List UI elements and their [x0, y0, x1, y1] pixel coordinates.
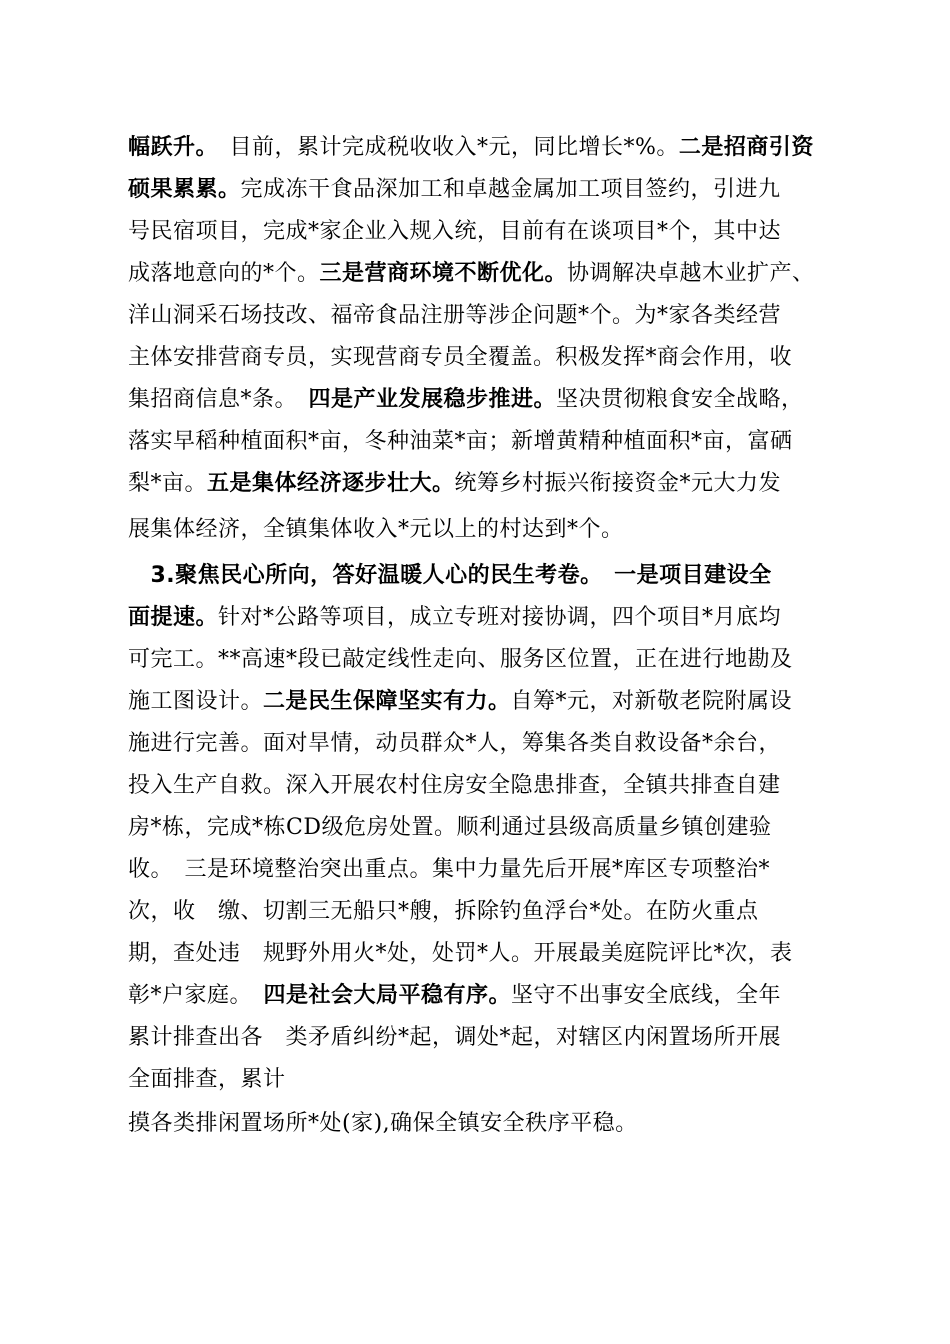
bold-heading-run: 三是营商环境不断优化。 — [319, 261, 568, 286]
bold-heading-run: 幅跃升。 — [128, 135, 208, 160]
text-run: 集招商信息*条。 — [128, 387, 309, 412]
text-run: 坚决贯彻粮食安全战略， — [556, 387, 804, 412]
text-line — [128, 899, 759, 925]
text-line — [128, 605, 781, 631]
text-run: 展集体经济，全镇集体收入*元以上的村达到*个。 — [128, 517, 624, 542]
text-run: 施进行完善。面对旱情，动员群众*人，筹集各类自救设备*余台， — [128, 731, 782, 756]
text-line — [128, 135, 814, 161]
bold-heading-run: 四是产业发展稳步推进。 — [308, 387, 557, 412]
text-line — [128, 983, 781, 1009]
text-line — [128, 1025, 781, 1051]
text-line — [128, 429, 793, 455]
text-run: 彰*户家庭。 — [128, 983, 264, 1008]
bold-heading-run: 二是民生保障坚实有力。 — [263, 689, 511, 714]
text-run: 梨*亩。 — [128, 471, 208, 496]
text-line — [128, 647, 793, 673]
text-line — [128, 941, 793, 967]
text-line — [128, 303, 781, 329]
text-line — [128, 219, 781, 245]
text-run: 主体安排营商专员，实现营商专员全覆盖。积极发挥*商会作用，收 — [128, 345, 793, 370]
text-line — [128, 815, 771, 841]
text-line — [128, 857, 770, 883]
text-run: 自筹*元，对新敬老院附属设 — [510, 689, 793, 714]
text-line — [128, 387, 804, 413]
text-line — [128, 773, 781, 799]
text-run: 号民宿项目，完成*家企业入规入统，目前有在谈项目*个，其中达 — [128, 219, 782, 244]
text-run: 统筹乡村振兴衔接资金*元大力发 — [454, 471, 782, 496]
text-line — [128, 471, 781, 497]
bold-heading-run: 3.聚焦民心所向，答好温暖人心的民生考卷。 一是项目建设全 — [128, 563, 772, 588]
text-run: 收。 三是环境整治突出重点。集中力量先后开展*库区专项整治* — [128, 857, 771, 882]
text-run: 坚守不出事安全底线，全年 — [511, 983, 782, 1008]
text-line — [128, 1111, 638, 1137]
text-line — [128, 177, 781, 203]
text-run: 房*栋，完成*栋CD级危房处置。顺利通过县级高质量乡镇创建验 — [128, 815, 772, 840]
text-line — [128, 689, 792, 715]
text-line — [128, 731, 781, 757]
text-run: 施工图设计。 — [128, 689, 264, 714]
bold-heading-run: 硕果累累。 — [128, 177, 241, 202]
text-line — [128, 345, 792, 371]
text-run: 投入生产自救。深入开展农村住房安全隐患排查，全镇共排查自建 — [128, 773, 781, 798]
bold-heading-run: 五是集体经济逐步壮大。 — [207, 471, 455, 496]
text-line — [128, 1067, 286, 1093]
text-line — [128, 563, 772, 589]
text-run: 可完工。**高速*段已敲定线性走向、服务区位置，正在进行地勘及 — [128, 647, 793, 672]
bold-heading-run: 面提速。 — [128, 605, 219, 630]
text-run: 协调解决卓越木业扩产、 — [567, 261, 815, 286]
text-line — [128, 517, 624, 543]
text-run: 期，查处违 规野外用火*处，处罚*人。开展最美庭院评比*次，表 — [128, 941, 793, 966]
text-run: 完成冻干食品深加工和卓越金属加工项目签约，引进九 — [240, 177, 781, 202]
text-run: 成落地意向的*个。 — [128, 261, 320, 286]
text-run: 落实早稻种植面积*亩，冬种油菜*亩；新增黄精种植面积*亩，富硒 — [128, 429, 793, 454]
text-line — [128, 261, 815, 287]
text-run: 摸各类排闲置场所*处(家),确保全镇安全秩序平稳。 — [128, 1111, 638, 1136]
text-run: 全面排查，累计 — [128, 1067, 286, 1092]
text-run: 目前，累计完成税收收入*元，同比增长*%。 — [207, 135, 679, 160]
text-run: 洋山洞采石场技改、福帝食品注册等涉企问题*个。为*家各类经营 — [128, 303, 782, 328]
bold-heading-run: 四是社会大局平稳有序。 — [263, 983, 512, 1008]
text-run: 累计排查出各 类矛盾纠纷*起，调处*起，对辖区内闲置场所开展 — [128, 1025, 782, 1050]
text-run: 针对*公路等项目，成立专班对接协调，四个项目*月底均 — [218, 605, 782, 630]
text-run: 次，收 缴、切割三无船只*艘，拆除钓鱼浮台*处。在防火重点 — [128, 899, 759, 924]
bold-heading-run: 二是招商引资 — [678, 135, 814, 160]
